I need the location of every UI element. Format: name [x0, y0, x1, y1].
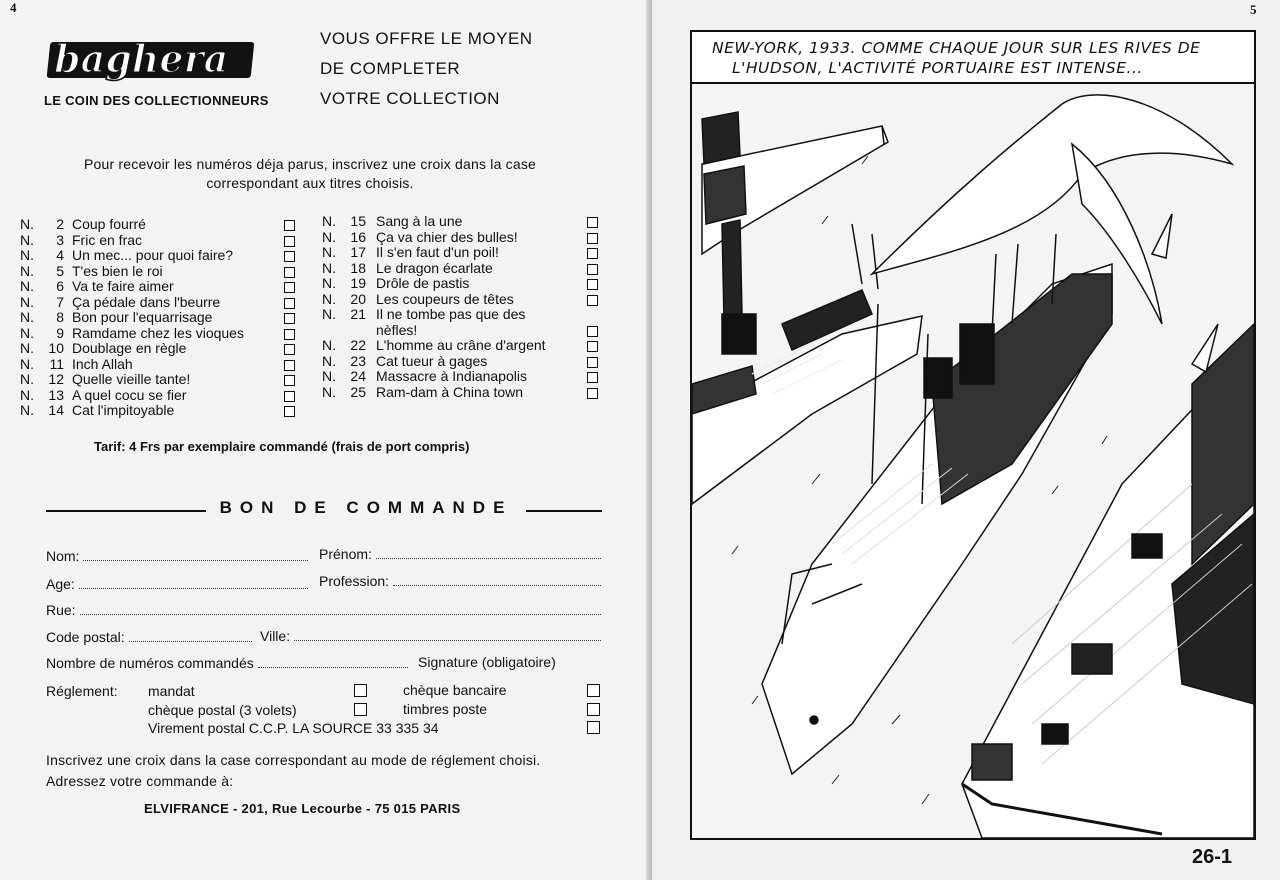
title-number: 12 — [48, 371, 64, 387]
title-checkbox[interactable] — [587, 248, 598, 259]
title-row[interactable] — [20, 248, 310, 264]
title-row[interactable] — [20, 388, 310, 404]
code-postal-input-line[interactable] — [129, 630, 252, 642]
title-row[interactable] — [322, 385, 612, 401]
mandat-label: mandat — [148, 683, 195, 699]
title-prefix: N. — [322, 306, 336, 322]
title-prefix: N. — [20, 231, 34, 248]
nom-field[interactable] — [46, 548, 308, 564]
rue-input-line[interactable] — [80, 603, 601, 615]
title-checkbox[interactable] — [284, 391, 295, 402]
title-number: 3 — [56, 231, 64, 248]
title-name: Ramdame chez les vioques — [72, 324, 244, 341]
title-name: A quel cocu se fier — [72, 386, 187, 403]
title-name: L'homme au crâne d'argent — [376, 337, 546, 353]
title-number: 4 — [56, 247, 64, 263]
title-prefix: N. — [322, 337, 336, 353]
caption-line-2: L'HUDSON, L'ACTIVITÉ PORTUAIRE EST INTENSE... — [732, 59, 1143, 77]
title-prefix: N. — [20, 293, 34, 310]
title-row[interactable] — [20, 217, 310, 233]
title-row[interactable] — [322, 369, 612, 385]
nom-label: Nom: — [46, 548, 80, 564]
rue-field[interactable] — [46, 602, 601, 618]
title-number: 21 — [350, 306, 366, 322]
title-checkbox[interactable] — [284, 267, 295, 278]
title-prefix: N. — [20, 340, 34, 356]
title-name: Doublage en règle — [72, 340, 187, 356]
title-prefix: N. — [20, 247, 34, 263]
title-checkbox[interactable] — [284, 236, 295, 247]
title-checkbox[interactable] — [587, 279, 598, 290]
title-row[interactable] — [20, 233, 310, 249]
title-checkbox[interactable] — [284, 313, 295, 324]
signature-field[interactable] — [418, 654, 556, 670]
title-row[interactable] — [20, 326, 310, 342]
title-checkbox[interactable] — [284, 329, 295, 340]
title-number: 11 — [49, 355, 64, 372]
title-checkbox[interactable] — [284, 282, 295, 293]
comic-panel — [690, 30, 1256, 840]
note-line-1: Inscrivez une croix dans la case correspondant au mode de réglement choisi. — [46, 752, 541, 768]
prenom-field[interactable] — [319, 546, 601, 562]
title-name: Cat tueur à gages — [376, 352, 488, 369]
title-checkbox[interactable] — [284, 360, 295, 371]
title-name: Un mec... pour quoi faire? — [72, 247, 234, 263]
code-postal-label: Code postal: — [46, 629, 125, 645]
title-checkbox[interactable] — [587, 341, 598, 352]
title-name: Fric en frac — [72, 231, 143, 248]
title-row[interactable] — [322, 214, 612, 230]
title-name: Coup fourré — [72, 216, 146, 232]
title-name: Ram-dam à China town — [376, 383, 524, 400]
title-row[interactable] — [322, 230, 612, 246]
title-prefix: N. — [322, 275, 336, 291]
titles-list-right — [322, 214, 612, 400]
title-name: Il ne tombe pas que des — [376, 306, 526, 322]
title-name: Cat l'impitoyable — [72, 402, 175, 418]
title-checkbox[interactable] — [284, 406, 295, 417]
title-row[interactable] — [322, 261, 612, 277]
order-form-heading — [46, 498, 602, 522]
title-row[interactable] — [20, 357, 310, 373]
title-prefix: N. — [322, 213, 336, 229]
title-prefix: N. — [322, 383, 336, 400]
titles-list-left — [20, 217, 310, 419]
title-prefix: N. — [322, 352, 336, 369]
code-postal-field[interactable] — [46, 629, 252, 645]
title-prefix: N. — [20, 324, 34, 341]
signature-label: Signature (obligatoire) — [418, 654, 556, 670]
title-number: 22 — [350, 337, 366, 353]
title-number: 14 — [48, 402, 64, 418]
ville-input-line[interactable] — [294, 629, 601, 641]
title-name: Les coupeurs de têtes — [376, 290, 514, 307]
title-number: 18 — [350, 259, 366, 276]
title-number: 19 — [350, 275, 366, 291]
title-name: Drôle de pastis — [376, 275, 470, 291]
title-prefix: N. — [20, 355, 34, 372]
virement-label: Virement postal C.C.P. LA SOURCE 33 335 34 — [148, 720, 439, 736]
title-name: T'es bien le roi — [72, 262, 163, 279]
title-name: Va te faire aimer — [72, 278, 174, 294]
payment-label: Réglement: — [46, 683, 118, 699]
title-number: 13 — [48, 386, 64, 403]
profession-input-line[interactable] — [393, 574, 601, 586]
title-number: 15 — [350, 213, 366, 229]
title-name: Ça pédale dans l'beurre — [72, 293, 221, 310]
title-checkbox[interactable] — [284, 220, 295, 231]
order-form-title: BON DE COMMANDE — [206, 498, 526, 518]
caption-line-1: NEW-YORK, 1933. COMME CHAQUE JOUR SUR LES RIVES DE — [712, 39, 1201, 57]
title-row[interactable] — [20, 372, 310, 388]
mandat-checkbox[interactable] — [354, 684, 367, 697]
ville-field[interactable] — [260, 628, 601, 644]
title-number: 16 — [350, 228, 366, 245]
title-prefix: N. — [20, 402, 34, 418]
cheque-postal-checkbox[interactable] — [354, 703, 367, 716]
title-prefix: N. — [322, 244, 336, 260]
title-prefix: N. — [20, 371, 34, 387]
title-row[interactable] — [20, 341, 310, 357]
page-code: 26-1 — [1192, 846, 1233, 868]
title-number: 17 — [350, 244, 366, 260]
age-label: Age: — [46, 576, 75, 592]
title-prefix: N. — [322, 228, 336, 245]
title-number: 10 — [48, 340, 64, 356]
title-row[interactable] — [322, 338, 612, 354]
title-number: 6 — [56, 278, 64, 294]
title-number: 24 — [350, 368, 366, 384]
title-number: 2 — [56, 216, 64, 232]
title-row[interactable] — [322, 245, 612, 261]
age-input-line[interactable] — [79, 577, 308, 589]
prenom-label: Prénom: — [319, 546, 372, 562]
nombre-field[interactable] — [46, 655, 408, 671]
title-checkbox[interactable] — [587, 264, 598, 275]
title-prefix: N. — [20, 386, 34, 403]
title-number: 8 — [56, 309, 64, 325]
prenom-input-line[interactable] — [376, 547, 601, 559]
tarif-text: Tarif: 4 Frs par exemplaire commandé (frais de port compris) — [94, 439, 470, 454]
note-line-2: Adressez votre commande à: — [46, 773, 234, 789]
title-name: Le dragon écarlate — [376, 259, 493, 276]
age-field[interactable] — [46, 576, 308, 592]
title-prefix: N. — [20, 278, 34, 294]
ville-label: Ville: — [260, 628, 291, 644]
nombre-label: Nombre de numéros commandés — [46, 655, 254, 671]
title-name: Sang à la une — [376, 213, 463, 229]
cheque-bancaire-label: chèque bancaire — [403, 682, 507, 698]
nom-input-line[interactable] — [83, 549, 308, 561]
title-number: 20 — [350, 290, 366, 307]
cheque-bancaire-checkbox[interactable] — [587, 684, 600, 697]
timbres-label: timbres poste — [403, 701, 488, 717]
harbor-illustration — [692, 84, 1254, 838]
title-prefix: N. — [20, 309, 34, 325]
right-page — [652, 0, 1280, 880]
title-checkbox[interactable] — [587, 295, 598, 306]
title-row[interactable] — [20, 264, 310, 280]
title-number: 25 — [350, 383, 366, 400]
rue-label: Rue: — [46, 602, 76, 618]
title-number: 9 — [56, 324, 64, 341]
title-row[interactable] — [322, 323, 612, 339]
cheque-postal-label: chèque postal (3 volets) — [148, 702, 297, 718]
title-prefix: N. — [20, 216, 34, 232]
publisher-address: ELVIFRANCE - 201, Rue Lecourbe - 75 015 PARIS — [144, 801, 461, 816]
panel-caption — [692, 32, 1254, 84]
timbres-checkbox[interactable] — [587, 703, 600, 716]
logo-text: baghera — [54, 36, 229, 81]
intro-text: Pour recevoir les numéros déja parus, inscrivez une croix dans la case correspondant aux titres choisis. — [83, 156, 537, 191]
title-number: 7 — [56, 293, 64, 310]
title-row[interactable] — [322, 354, 612, 370]
title-checkbox[interactable] — [587, 326, 598, 337]
title-name: Inch Allah — [72, 355, 133, 372]
title-checkbox[interactable] — [284, 298, 295, 309]
baghera-logo — [44, 36, 254, 84]
title-name: Bon pour l'equarrisage — [72, 309, 213, 325]
title-prefix: N. — [322, 259, 336, 276]
title-number: 23 — [350, 352, 366, 369]
title-row[interactable] — [20, 310, 310, 326]
profession-label: Profession: — [319, 573, 390, 589]
title-row[interactable] — [20, 295, 310, 311]
offer-line-2: DE COMPLETER — [320, 59, 461, 78]
title-checkbox[interactable] — [587, 233, 598, 244]
virement-checkbox[interactable] — [587, 721, 600, 734]
title-prefix: N. — [322, 290, 336, 307]
title-prefix: N. — [322, 368, 336, 384]
title-row[interactable] — [322, 292, 612, 308]
title-checkbox[interactable] — [587, 217, 598, 228]
offer-line-1: VOUS OFFRE LE MOYEN — [320, 29, 533, 48]
title-name: Quelle vieille tante! — [72, 371, 191, 387]
title-checkbox[interactable] — [587, 357, 598, 368]
offer-line-3: VOTRE COLLECTION — [320, 89, 500, 108]
title-checkbox[interactable] — [284, 375, 295, 386]
instructions-note — [46, 750, 540, 792]
title-prefix: N. — [20, 262, 34, 279]
collectors-corner-label: LE COIN DES COLLECTIONNEURS — [44, 93, 269, 108]
nombre-input-line[interactable] — [258, 656, 408, 668]
title-row[interactable] — [20, 403, 310, 419]
title-name: Il s'en faut d'un poil! — [376, 244, 499, 260]
page-number-right: 5 — [1250, 2, 1257, 17]
title-row[interactable] — [20, 279, 310, 295]
title-checkbox[interactable] — [284, 344, 295, 355]
title-row[interactable] — [322, 307, 612, 323]
title-name: Massacre à Indianapolis — [376, 368, 527, 384]
profession-field[interactable] — [319, 573, 601, 589]
title-name: nèfles! — [376, 321, 418, 338]
title-row[interactable] — [322, 276, 612, 292]
title-checkbox[interactable] — [587, 372, 598, 383]
title-checkbox[interactable] — [587, 388, 598, 399]
title-name: Ça va chier des bulles! — [376, 228, 518, 245]
title-number: 5 — [56, 262, 64, 279]
page-number-left: 4 — [10, 0, 17, 15]
title-checkbox[interactable] — [284, 251, 295, 262]
